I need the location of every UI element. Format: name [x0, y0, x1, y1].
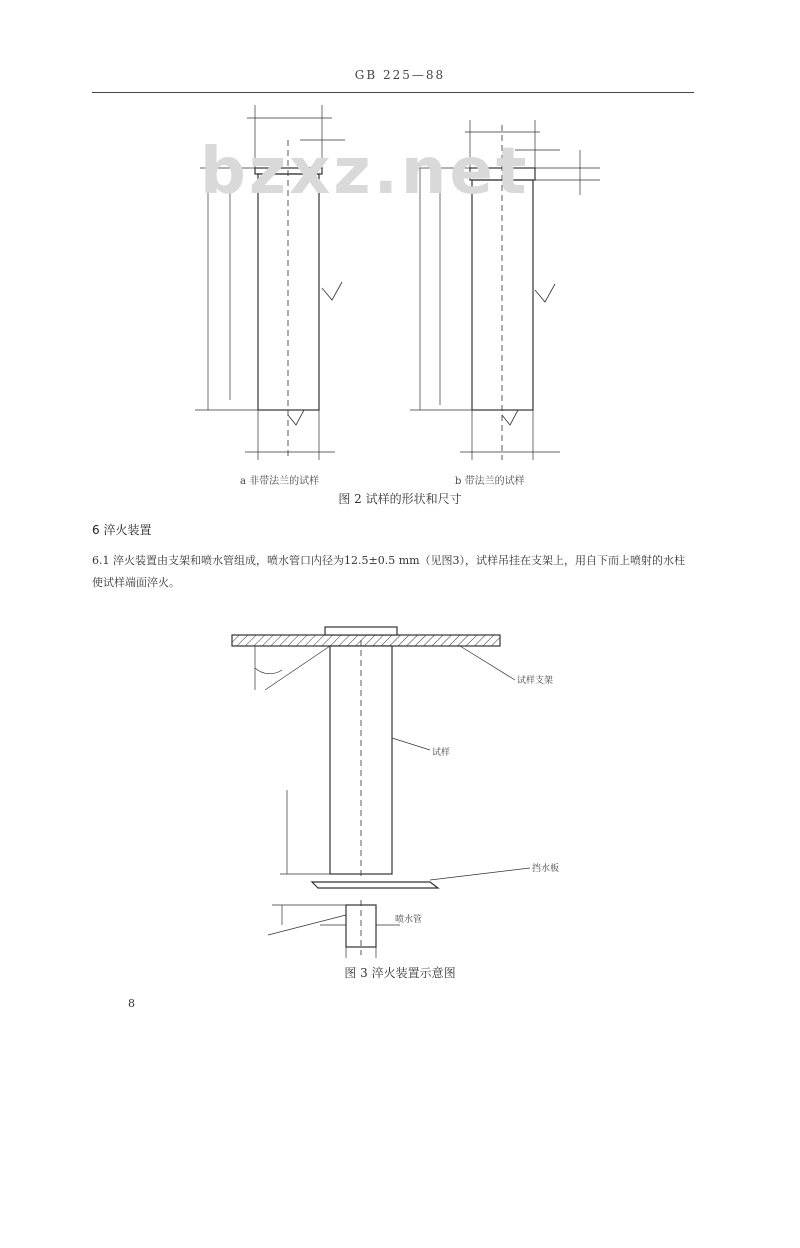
- section-heading: 6 淬火装置: [92, 523, 152, 537]
- label-support: 试样支架: [517, 676, 554, 686]
- figure2-subcaption-b: b 带法兰的试样: [455, 476, 525, 487]
- page-number: 8: [128, 997, 135, 1010]
- label-specimen: 试样: [432, 748, 451, 758]
- standard-header: GB 225—88: [354, 68, 446, 82]
- figure2-caption: 图 2 试样的形状和尺寸: [338, 492, 462, 506]
- figure2-subcaption-a: a 非带法兰的试样: [240, 476, 320, 487]
- figure3-caption: 图 3 淬火装置示意图: [344, 966, 456, 980]
- label-shield: 挡水板: [532, 864, 560, 874]
- paragraph-6-1: 6.1 淬火装置由支架和喷水管组成，喷水管口内径为12.5±0.5 mm（见图3），试样吊挂在支架上，用自下而上喷射的水柱使试样端面淬火。: [92, 554, 686, 589]
- specimen-top: [325, 627, 397, 635]
- label-nozzle: 喷水管: [395, 915, 423, 925]
- support-plate: [232, 635, 500, 646]
- watermark: bzxz.net: [200, 135, 530, 209]
